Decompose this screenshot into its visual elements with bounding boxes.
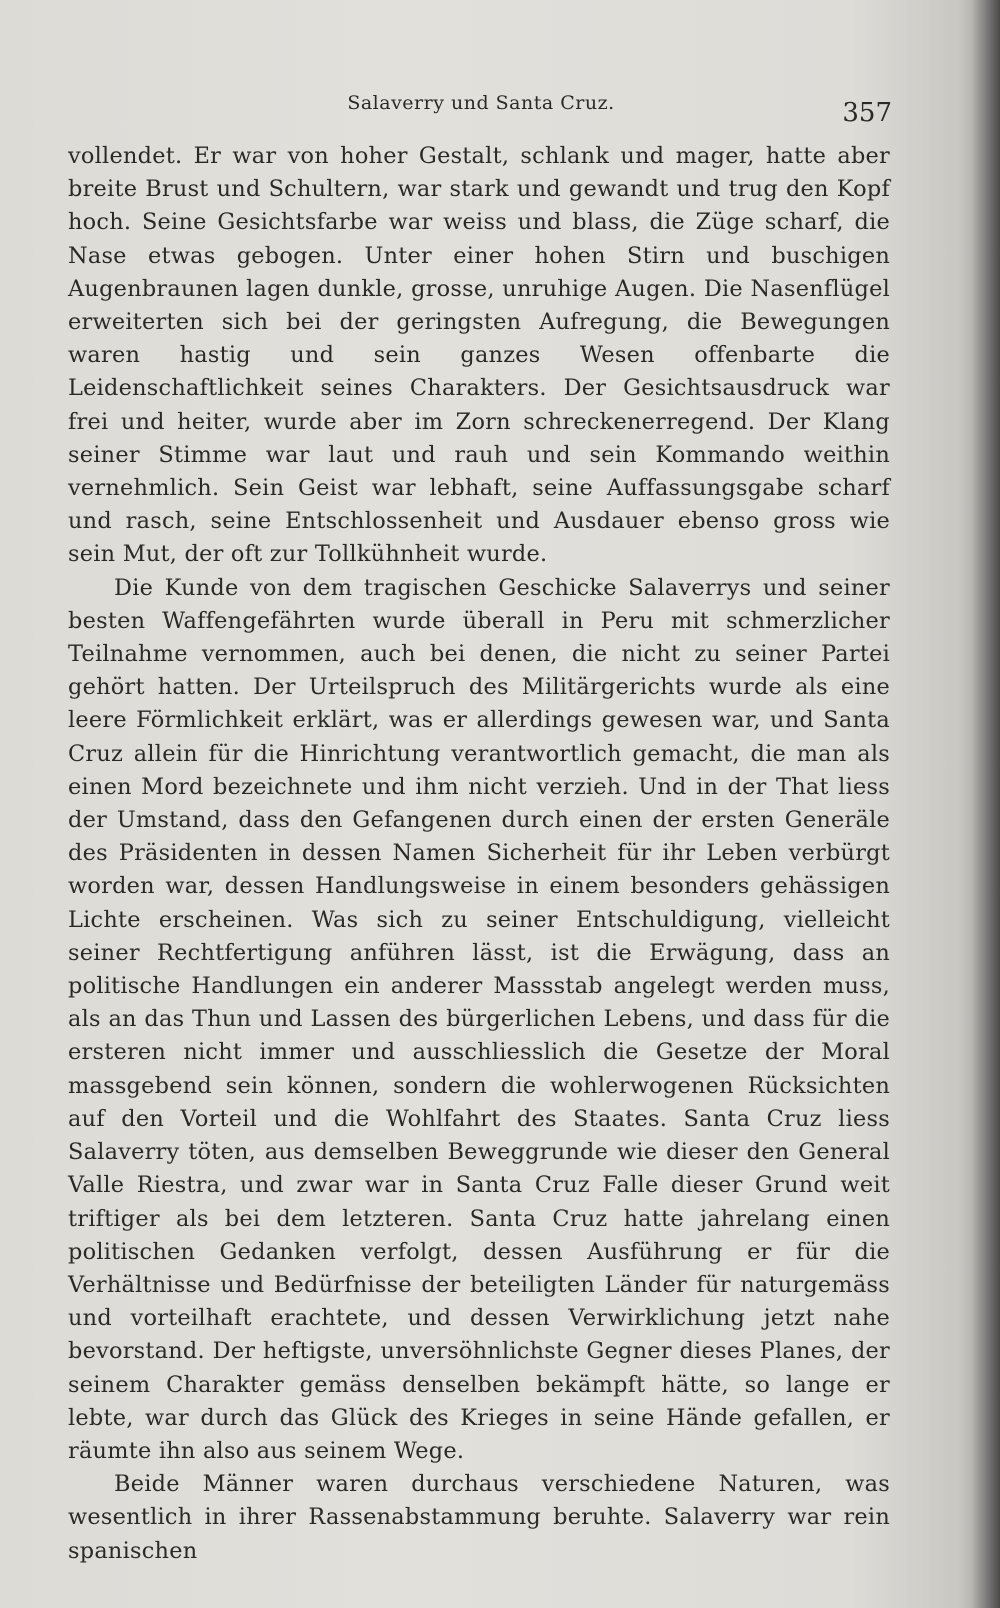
page-number: 357: [842, 98, 892, 128]
body-text: [68, 140, 890, 1568]
running-title: Salaverry und Santa Cruz.: [347, 92, 615, 114]
paragraph: Die Kunde von dem tragischen Geschicke Salaverrys und seiner besten Waffengefährten wurde überall in Peru mit schmerzlicher Teilnahme vernommen, auch bei denen, die nicht zu seiner Partei gehört hatten. Der Urteilspruch des Militärgerichts wurde als eine leere Förmlichkeit erklärt, was er allerdings gewesen war, und Santa Cruz allein für die Hinrichtung verantwortlich gemacht, die man als einen Mord bezeichnete und ihm nicht verzieh. Und in der That liess der Umstand, dass den Gefangenen durch einen der ersten Generäle des Präsidenten in dessen Namen Sicherheit für ihr Leben verbürgt worden war, dessen Handlungsweise in einem besonders gehässigen Lichte erscheinen. Was sich zu seiner Entschuldigung, vielleicht seiner Rechtfertigung anführen lässt, ist die Erwägung, dass an politische Handlungen ein anderer Massstab angelegt werden muss, als an das Thun und Lassen des bürgerlichen Lebens, und dass für die ersteren nicht immer und ausschliesslich die Gesetze der Moral massgebend sein können, sondern die wohlerwogenen Rücksichten auf den Vorteil und die Wohlfahrt des Staates. Santa Cruz liess Salaverry töten, aus demselben Beweggrunde wie dieser den General Valle Riestra, und zwar war in Santa Cruz Falle dieser Grund weit triftiger als bei dem letzteren. Santa Cruz hatte jahrelang einen politischen Gedanken verfolgt, dessen Ausführung er für die Verhältnisse und Bedürfnisse der beteiligten Länder für naturgemäss und vorteilhaft erachtete, und dessen Verwirklichung jetzt nahe bevorstand. Der heftigste, unversöhnlichste Gegner dieses Planes, der seinem Charakter gemäss denselben bekämpft hätte, so lange er lebte, war durch das Glück des Krieges in seine Hände gefallen, er räumte ihn also aus seinem Wege.: [68, 574, 890, 1464]
paragraph-continuation: vollendet. Er war von hoher Gestalt, schlank und mager, hatte aber breite Brust und Schultern, war stark und gewandt und trug den Kopf hoch. Seine Gesichtsfarbe war weiss und blass, die Züge scharf, die Nase etwas gebogen. Unter einer hohen Stirn und buschigen Augenbraunen lagen dunkle, grosse, unruhige Augen. Die Nasenflügel erweiterten sich bei der geringsten Aufregung, die Bewegungen waren hastig und sein ganzes Wesen offenbarte die Leidenschaftlichkeit seines Charakters. Der Gesichtsausdruck war frei und heiter, wurde aber im Zorn schreckenerregend. Der Klang seiner Stimme war laut und rauh und sein Kommando weithin vernehmlich. Sein Geist war lebhaft, seine Auffassungsgabe scharf und rasch, seine Entschlossenheit und Ausdauer ebenso gross wie sein Mut, der oft zur Tollkühnheit wurde.: [68, 143, 890, 568]
page-header: [70, 88, 892, 128]
page-edge-shadow: [972, 0, 1000, 1608]
paragraph: Beide Männer waren durchaus verschiedene Naturen, was wesentlich in ihrer Rassenabstammung beruhte. Salaverry war rein spanischen: [68, 1471, 890, 1564]
